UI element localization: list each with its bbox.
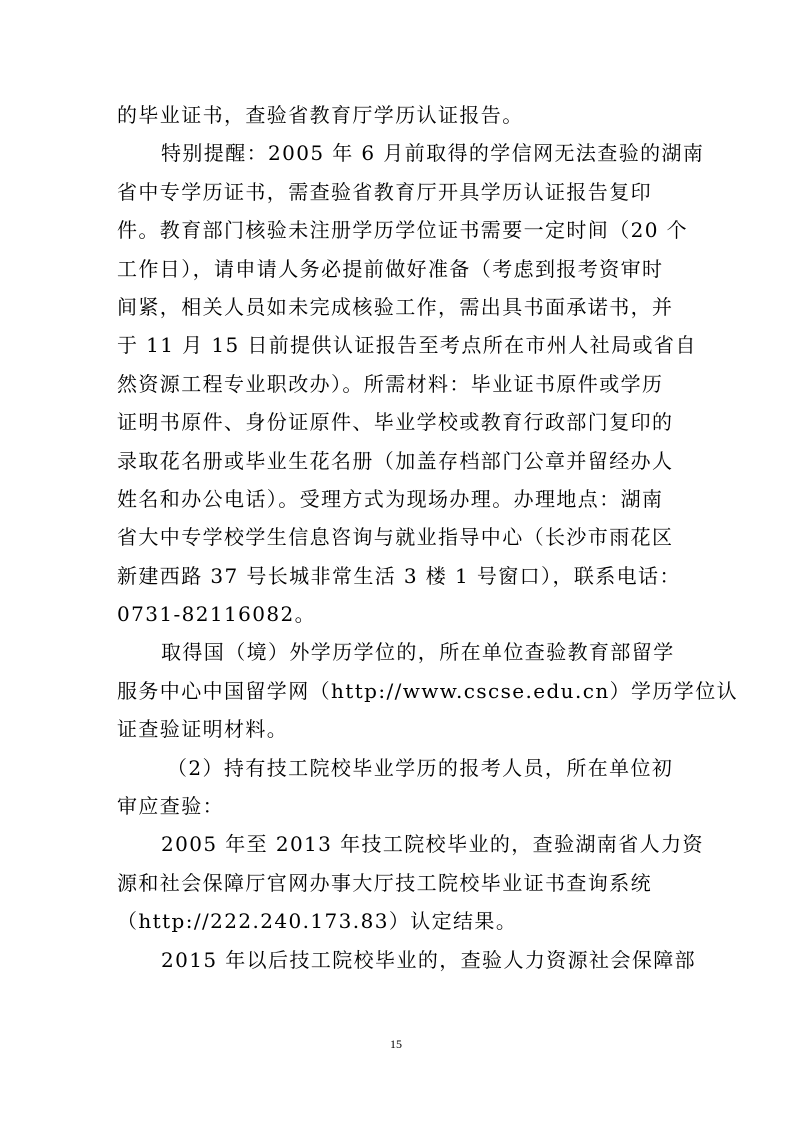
text-line: 证查验证明材料。 <box>117 717 289 742</box>
text-line: （http://222.240.173.83）认定结果。 <box>117 909 518 934</box>
text-line: 服务中心中国留学网（http://www.cscse.edu.cn）学历学位认 <box>117 678 738 703</box>
body-text <box>117 96 738 979</box>
text-line: 特别提醒：2005 年 6 月前取得的学信网无法查验的湖南 <box>161 141 705 166</box>
text-line: 的毕业证书，查验省教育厅学历认证报告。 <box>117 103 524 127</box>
text-line: 姓名和办公电话）。受理方式为现场办理。办理地点：湖南 <box>117 486 664 511</box>
text-line: 新建西路 37 号长城非常生活 3 楼 1 号窗口），联系电话： <box>117 563 681 588</box>
text-line: 2005 年至 2013 年技工院校毕业的，查验湖南省人力资 <box>161 832 704 857</box>
text-line: 然资源工程专业职改办）。所需材料：毕业证书原件或学历 <box>117 371 664 396</box>
text-line: 录取花名册或毕业生花名册（加盖存档部门公章并留经办人 <box>117 448 674 473</box>
text-line: 工作日），请申请人务必提前做好准备（考虑到报考资审时 <box>117 256 664 281</box>
text-line: 审应查验： <box>117 794 224 819</box>
text-line: （2）持有技工院校毕业学历的报考人员，所在单位初 <box>167 755 674 780</box>
page-number: 15 <box>390 1037 402 1051</box>
text-line: 于 11 月 15 日前提供认证报告至考点所在市州人社局或省自 <box>117 333 697 358</box>
text-line: 取得国（境）外学历学位的，所在单位查验教育部留学 <box>161 640 675 665</box>
text-line: 源和社会保障厅官网办事大厅技工院校毕业证书查询系统 <box>117 870 652 895</box>
text-line: 省大中专学校学生信息咨询与就业指导中心（长沙市雨花区 <box>117 525 674 550</box>
text-line: 件。教育部门核验未注册学历学位证书需要一定时间（20 个 <box>117 218 689 243</box>
text-line: 省中专学历证书，需查验省教育厅开具学历认证报告复印 <box>117 179 652 204</box>
text-line: 0731-82116082。 <box>117 602 317 627</box>
text-line: 证明书原件、身份证原件、毕业学校或教育行政部门复印的 <box>117 410 674 435</box>
text-line: 间紧，相关人员如未完成核验工作，需出具书面承诺书，并 <box>117 294 674 319</box>
text-line: 2015 年以后技工院校毕业的，查验人力资源社会保障部 <box>161 947 697 972</box>
